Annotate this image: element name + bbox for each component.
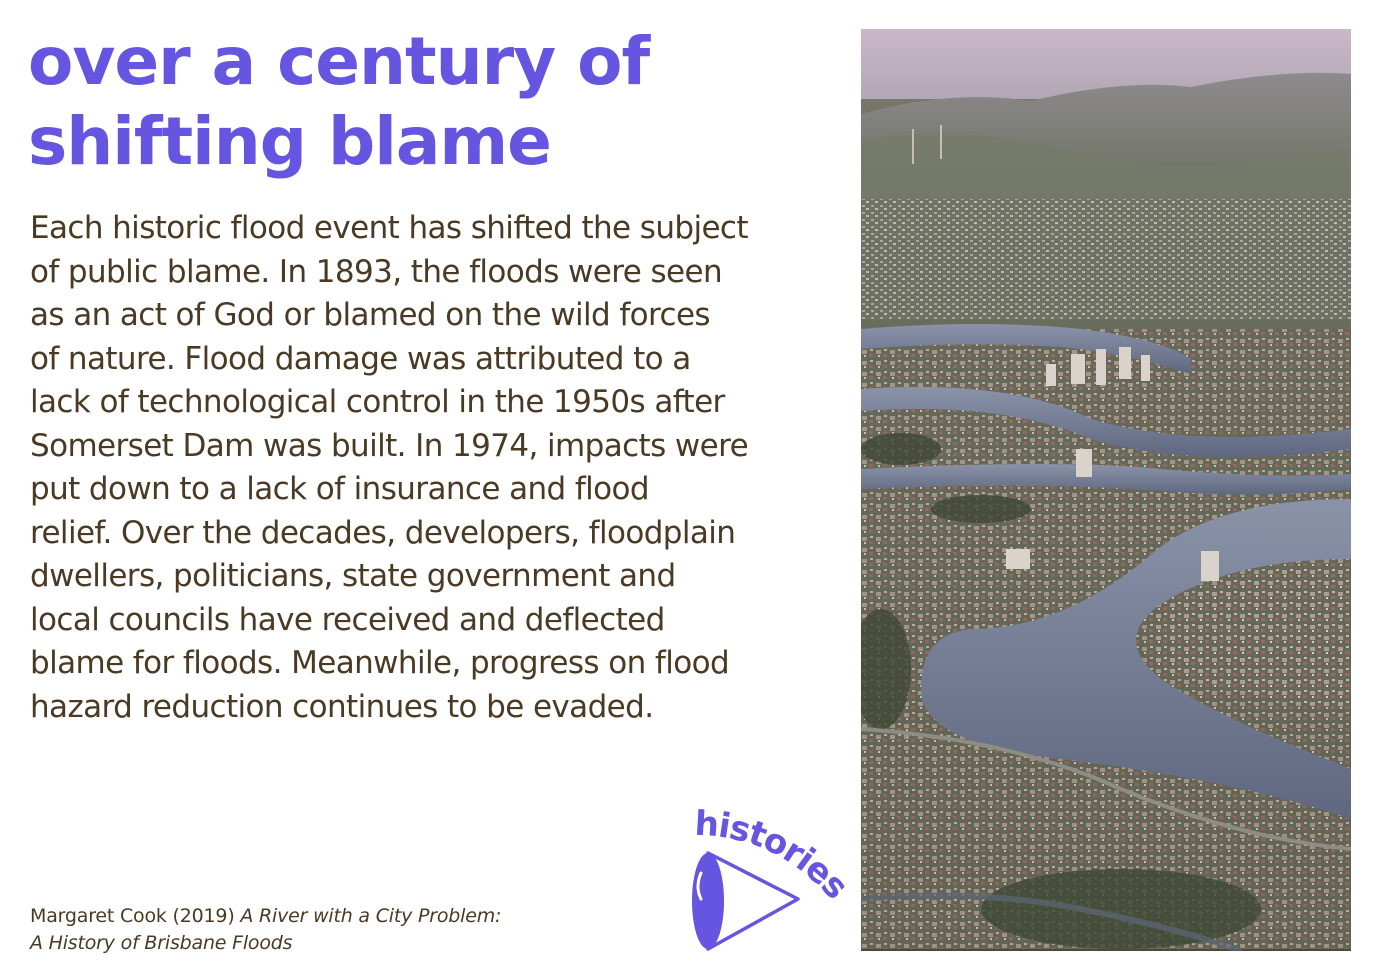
page-title [28, 22, 828, 182]
aerial-photo-illustration [861, 29, 1351, 951]
body-line: dwellers, politicians, state government and [30, 558, 676, 594]
histories-logo [680, 795, 860, 960]
body-line: hazard reduction continues to be evaded. [30, 688, 654, 725]
body-line: Each historic flood event has shifted the subject [30, 210, 748, 246]
title-line-2: shifting blame [28, 103, 551, 180]
citation-title-part-2: A History of Brisbane Floods [30, 932, 293, 954]
title-line-1: over a century of [28, 23, 650, 100]
histories-logo-graphic [680, 795, 860, 960]
body-line: as an act of God or blamed on the wild forces [30, 297, 710, 333]
body-line: Somerset Dam was built. In 1974, impacts were [30, 427, 749, 464]
body-paragraph [30, 207, 830, 729]
citation-line-1 [30, 903, 501, 930]
body-line: blame for floods. Meanwhile, progress on flood [30, 645, 730, 681]
body-line: put down to a lack of insurance and flood [30, 471, 649, 507]
citation [30, 903, 501, 957]
citation-title-part-1: A River with a City Problem: [240, 905, 502, 927]
histories-logo-textpath: histories [693, 803, 856, 907]
body-line: of public blame. In 1893, the floods were seen [30, 253, 722, 290]
body-line: lack of technological control in the 1950s after [30, 384, 725, 420]
body-line: local councils have received and deflected [30, 601, 665, 638]
citation-line-2 [30, 930, 501, 957]
body-line: relief. Over the decades, developers, floodplain [30, 514, 736, 551]
citation-author: Margaret Cook (2019) [30, 905, 235, 927]
body-line: of nature. Flood damage was attributed to a [30, 340, 691, 377]
aerial-river-city-photo [861, 29, 1351, 951]
